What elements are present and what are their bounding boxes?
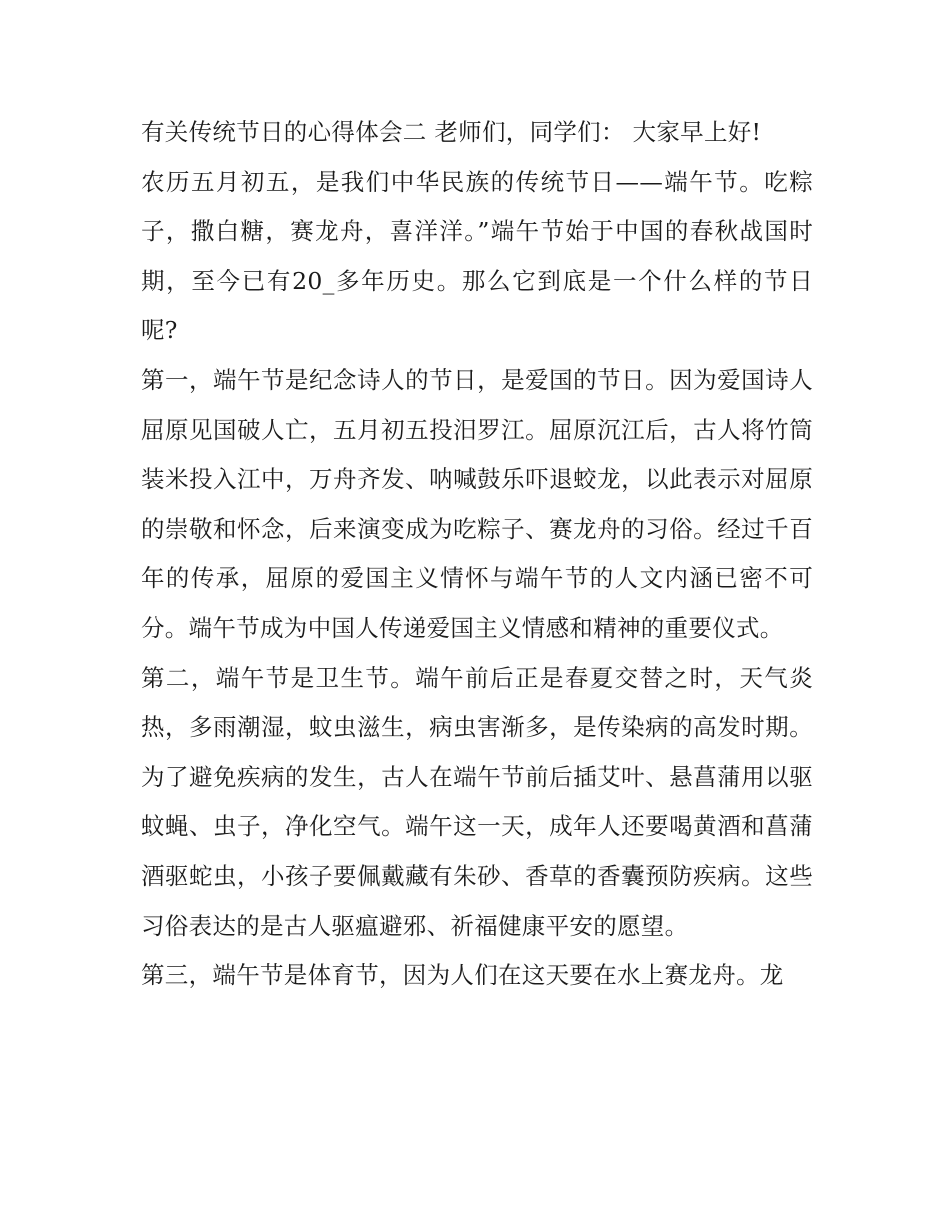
document-body xyxy=(141,108,813,1001)
paragraph-second-point: 第二，端午节是卫生节。端午前后正是春夏交替之时，天气炎热，多雨潮湿，蚊虫滋生，病虫害渐多，是传染病的高发时期。为了避免疾病的发生，古人在端午节前后插艾叶、悬菖蒲用以驱蚊蝇、虫子，净化空气。端午这一天，成年人还要喝黄酒和菖蒲酒驱蛇虫，小孩子要佩戴藏有朱砂、香草的香囊预防疾病。这些习俗表达的是古人驱瘟避邪、祈福健康平安的愿望。 xyxy=(141,663,813,940)
paragraph-title-greeting: 有关传统节日的心得体会二 老师们，同学们： 大家早上好! xyxy=(141,118,762,146)
paragraph-intro: 农历五月初五，是我们中华民族的传统节日——端午节。吃粽子，撒白糖，赛龙舟，喜洋洋。”端午节始于中国的春秋战国时期，至今已有20_多年历史。那么它到底是一个什么样的节日呢? xyxy=(141,167,813,345)
paragraph-third-point: 第三，端午节是体育节，因为人们在这天要在水上赛龙舟。龙 xyxy=(141,961,784,990)
paragraph-first-point: 第一，端午节是纪念诗人的节日，是爱国的节日。因为爱国诗人屈原见国破人亡，五月初五投汨罗江。屈原沉江后，古人将竹筒装米投入江中，万舟齐发、呐喊鼓乐吓退蛟龙，以此表示对屈原的崇敬和怀念，后来演变成为吃粽子、赛龙舟的习俗。经过千百年的传承，屈原的爱国主义情怀与端午节的人文内涵已密不可分。端午节成为中国人传递爱国主义情感和精神的重要仪式。 xyxy=(141,365,813,642)
